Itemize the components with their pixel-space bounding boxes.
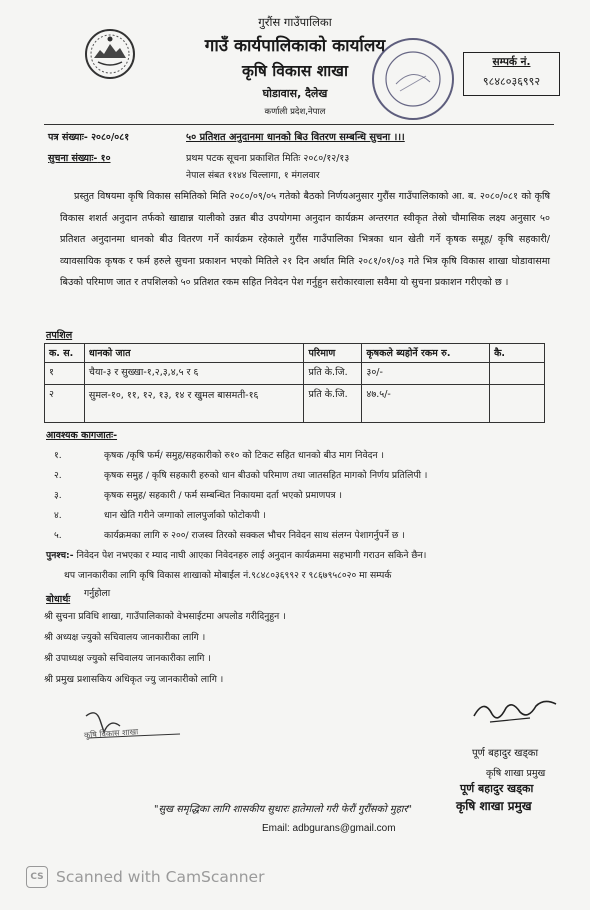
stamp-title: कृषि शाखा प्रमुख xyxy=(456,799,532,813)
province: कर्णाली प्रदेश,नेपाल xyxy=(264,107,326,117)
published-label: प्रथम पटक सूचना प्रकाशित मितिः xyxy=(186,153,301,164)
col-header-sn: क. स. xyxy=(45,344,85,363)
distribution-list xyxy=(44,606,286,690)
list-item-number: २. xyxy=(54,470,62,481)
documents-list xyxy=(46,446,546,546)
cell-sn: २ xyxy=(45,385,85,423)
list-item: श्री उपाध्यक्ष ज्युको सचिवालय जानकारीका लागि । xyxy=(44,653,211,664)
notice-body: प्रस्तुत विषयमा कृषि विकास समितिको मिति २०८०/०९/०५ गतेको बैठको निर्णयअनुसार गुरौंस गाउँपालिकाको आ. ब. २०८०/०८१ को कृषि विकास शशर्त अनुदान तर्फको खाद्यान्न यालीको उन्नत बीउ उपयोगमा अनुदान कार्यक्रम अन्तरगत स्वीकृत तेस्रो चौमासिक लक्ष्य अनुसार ५० प्रतिशत अनुदानमा धानको बीउ वितरण गर्ने कार्यक्रम रहेकाले गुरौंस गाउँपालिका भित्रका धान खेती गर्ने कृषक समूह/ कृषि सहकारी/ व्यावसायिक कृषक र फर्म हरुले सुचना प्रकाशन भएको मितिले २१ दिन अर्थात मिति २०८१/०१/०३ गते भित्र कृषि विकास शाखा घोडावासमा बिउको परिमाण जात र तपशिलको ५० प्रतिशत रकम सहित निवेदन पेश गर्नुहुन सरोकारवाला सवैमा यो सुचना प्रकाशन गरीएको छ । xyxy=(60,191,550,288)
cell-variety: चैया-३ र सुख्खा-१,२,३,४,५ र ६ xyxy=(84,363,304,385)
letter-number-value: २०८०/०८१ xyxy=(91,132,130,143)
footer-email: Email: adbgurans@gmail.com xyxy=(262,823,396,834)
org-name: गुरौंस गाउँपालिका xyxy=(258,15,332,29)
cell-quantity: प्रति के.जि. xyxy=(304,363,362,385)
table-title: तपशिल xyxy=(46,330,73,341)
letter-number xyxy=(48,130,129,143)
notice-number-value: १० xyxy=(100,153,111,164)
list-item-text: कृषक समुह / कृषि सहकारी हरुको धान बीउको परिमाण तथा जातसहित मागको निर्णय प्रतिलिपी । xyxy=(104,470,428,481)
office-stamp-icon xyxy=(370,36,456,122)
stamp-name: पूर्ण बहादुर खड्का xyxy=(460,782,534,795)
footer-slogan: "सुख समृद्धिका लागि शासकीय सुधारः हातेमालो गरी फेरौं गुरौंसको मुहार" xyxy=(154,804,412,815)
table-header-row xyxy=(45,344,545,363)
contact-info-line: थप जानकारीका लागि कृषि विकास शाखाको मोबाईल नं.९८४८०३६९९२ र ९८६७९५८०२० मा सम्पर्क xyxy=(64,570,392,581)
signatory-title: कृषि शाखा प्रमुख xyxy=(486,768,546,779)
note-label: पुनश्च:- xyxy=(46,550,74,561)
list-item xyxy=(46,526,546,546)
table-row xyxy=(45,385,545,423)
documents-title: आवश्यक कागजातः- xyxy=(46,430,118,441)
cell-variety: सुमल-१०, ११, १२, १३, १४ र खुमल बासमती-१६ xyxy=(84,385,304,423)
list-item xyxy=(46,446,546,466)
list-item-number: ३. xyxy=(54,490,62,501)
list-item: श्री अध्यक्ष ज्युको सचिवालय जानकारीका लागि । xyxy=(44,632,206,643)
list-item-text: कार्यक्रमका लागि रु २००/ राजस्व तिरको सक्कल भौचर निवेदन साथ संलग्न पेशागर्नुपर्ने छ । xyxy=(104,530,405,541)
seed-rate-table xyxy=(44,343,545,423)
contact-number: ९८४८०३६९९२ xyxy=(482,75,541,88)
col-header-farmer-amount: कृषकले ब्यहोर्ने रकम रु. xyxy=(362,344,490,363)
list-item-text: कृषक /कृषि फर्म/ समुह/सहकारीको रु१० को टिकट सहित धानको बीउ माग निवेदन । xyxy=(104,450,384,461)
list-item xyxy=(46,506,546,526)
list-item-number: ५. xyxy=(54,530,62,541)
camscanner-text: Scanned with CamScanner xyxy=(56,868,265,886)
table-row xyxy=(45,363,545,385)
list-item-number: १. xyxy=(54,450,62,461)
contact-box xyxy=(463,52,560,96)
contact-label: सम्पर्क नं. xyxy=(492,56,531,68)
cell-sn: १ xyxy=(45,363,85,385)
nepal-samvat-date: नेपाल संबत ११४४ चिल्लागा, १ मंगलवार xyxy=(186,170,320,181)
notice-subject: ५० प्रतिशत अनुदानमा धानको बिउ वितरण सम्बन्धि सुचना ।।। xyxy=(186,132,405,143)
contact-info-line2: गर्नुहोला xyxy=(84,588,111,599)
left-signature-text: कृषि विकास शाखा xyxy=(83,727,139,740)
office-name: गाउँ कार्यपालिकाको कार्यालय xyxy=(204,36,386,56)
camscanner-logo: CS xyxy=(26,866,48,888)
list-item-text: धान खेति गरीने जग्गाको लालपुर्जाको फोटोकपी । xyxy=(104,510,266,521)
signatory-name: पूर्ण बहादुर खड्का xyxy=(472,748,539,759)
signature-icon xyxy=(470,694,560,728)
office-location: घोडावास, दैलेख xyxy=(262,87,328,100)
col-header-remarks: कै. xyxy=(490,344,545,363)
col-header-quantity: परिमाण xyxy=(304,344,362,363)
list-item xyxy=(46,466,546,486)
published-date xyxy=(186,151,349,164)
notice-number-label: सुचना संख्याः- xyxy=(48,153,98,164)
list-item xyxy=(46,486,546,506)
list-item: श्री सुचना प्रविधि शाखा, गाउँपालिकाको वेभसाईटमा अपलोड गरीदिनुहुन । xyxy=(44,611,286,622)
cell-amount: ४७.५/- xyxy=(362,385,490,423)
letter-number-label: पत्र संख्याः- xyxy=(48,132,88,143)
note-line xyxy=(46,548,556,561)
list-item-text: कृषक समुह/ सहकारी / फर्म सम्बन्धित निकायमा दर्ता भएको प्रमाणपत्र । xyxy=(104,490,342,501)
cell-amount: ३०/- xyxy=(362,363,490,385)
section-name: कृषि विकास शाखा xyxy=(242,62,348,80)
list-item-number: ४. xyxy=(54,510,62,521)
cell-quantity: प्रति के.जि. xyxy=(304,385,362,423)
cell-remarks xyxy=(490,385,545,423)
cell-remarks xyxy=(490,363,545,385)
list-item: श्री प्रमुख प्रशासकिय अधिकृत ज्यु जानकारीको लागि । xyxy=(44,674,224,685)
col-header-variety: धानको जात xyxy=(84,344,304,363)
notice-number xyxy=(48,151,111,164)
distribution-title: बोधार्थः xyxy=(46,594,71,605)
published-value: २०८०/१२/१३ xyxy=(303,153,350,164)
note-text: निवेदन पेश नभएका र म्याद नाघी आएका निवेदनहरु लाई अनुदान कार्यक्रममा सहभागी गराउन सकिने छैन। xyxy=(76,550,427,561)
header-divider xyxy=(44,124,554,125)
